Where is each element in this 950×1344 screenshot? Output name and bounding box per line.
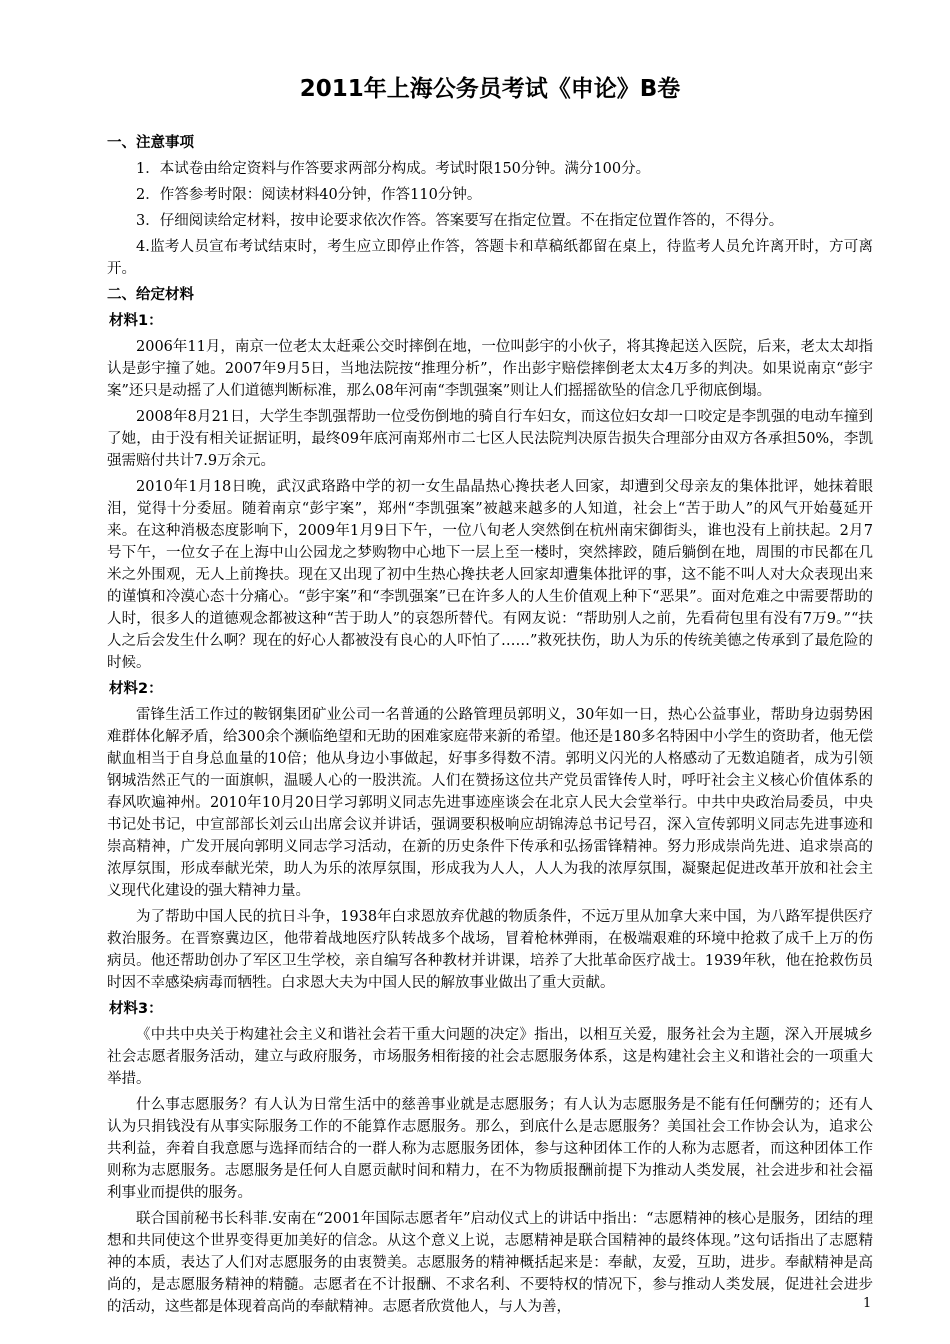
material-1-label: 材料1：	[109, 313, 163, 329]
material-3-paragraph: 《中共中央关于构建社会主义和谐社会若干重大问题的决定》指出，以相互关爱，服务社会为主题，深入开展城乡社会志愿者服务活动，建立与政府服务，市场服务相衔接的社会志愿服务体系，这是构建社会主义和谐社会的一项重大举措。	[107, 1027, 873, 1087]
notice-item-3: 3．仔细阅读给定材料，按申论要求依次作答。答案要写在指定位置。不在指定位置作答的，不得分。	[136, 213, 784, 229]
material-2-paragraph: 为了帮助中国人民的抗日斗争，1938年白求恩放弃优越的物质条件，不远万里从加拿大来中国，为八路军提供医疗救治服务。在晋察冀边区，他带着战地医疗队转战多个战场，冒着枪林弹雨，在极端艰难的环境中抢救了成千上万的伤病员。他还帮助创办了军区卫生学校，亲自编写各种教材并讲课，培养了大批革命医疗战士。1939年秋，他在抢救伤员时因不幸感染病毒而牺牲。白求恩大夫为中国人民的解放事业做出了重大贡献。	[107, 909, 873, 991]
notice-item-4: 4.监考人员宣布考试结束时，考生应立即停止作答，答题卡和草稿纸都留在桌上，待监考人员允许离开时，方可离开。	[107, 239, 873, 277]
page-number: 1	[863, 1296, 872, 1311]
notice-item-1: 1．本试卷由给定资料与作答要求两部分构成。考试时限150分钟。满分100分。	[136, 161, 651, 177]
material-3-paragraph: 什么事志愿服务？有人认为日常生活中的慈善事业就是志愿服务；有人认为志愿服务是不能有任何酬劳的；还有人认为只捐钱没有从事实际服务工作的不能算作志愿服务。那么，到底什么是志愿服务？美国社会工作协会认为，追求公共利益，奔着自我意愿与选择而结合的一群人称为志愿服务团体，参与这种团体工作的人称为志愿者，而这种团体工作则称为志愿服务。志愿服务是任何人自愿贡献时间和精力，在不为物质报酬前提下为推动人类发展，社会进步和社会福利事业而提供的服务。	[107, 1097, 873, 1201]
document-page	[107, 72, 873, 1322]
material-1-paragraph: 2010年1月18日晚，武汉武珞路中学的初一女生晶晶热心搀扶老人回家，却遭到父母亲友的集体批评，她抹着眼泪，觉得十分委屈。随着南京“彭宇案”，郑州“李凯强案”被越来越多的人知道，社会上“苦于助人”的风气开始蔓延开来。在这种消极态度影响下，2009年1月9日下午，一位八旬老人突然倒在杭州南宋御街头，谁也没有上前扶起。2月7号下午，一位女子在上海中山公园龙之梦购物中心地下一层上至一楼时，突然摔跤，随后躺倒在地，周围的市民都在几米之外围观，无人上前搀扶。现在又出现了初中生热心搀扶老人回家却遭集体批评的事，这不能不叫人对大众表现出来的谨慎和冷漠心态十分痛心。“彭宇案”和“李凯强案”已在许多人的人生价值观上种下“恶果”。面对危难之中需要帮助的人时，很多人的道德观念都被这种“苦于助人”的哀怨所替代。有网友说：“帮助别人之前，先看荷包里有没有7万9。”“扶人之后会发生什么啊？现在的好心人都被没有良心的人吓怕了……”救死扶伤，助人为乐的传统美德之传承到了最危险的时候。	[107, 479, 873, 671]
material-2-paragraph: 雷锋生活工作过的鞍钢集团矿业公司一名普通的公路管理员郭明义，30年如一日，热心公益事业，帮助身边弱势困难群体化解矛盾，给300余个濒临绝望和无助的困难家庭带来新的希望。他还是180多名特困中小学生的资助者，他无偿献血相当于自身总血量的10倍；他从身边小事做起，好事多得数不清。郭明义闪光的人格感动了无数追随者，成为引领钢城浩然正气的一面旗帜，温暖人心的一股洪流。人们在赞扬这位共产党员雷锋传人时，呼吁社会主义核心价值体系的春风吹遍神州。2010年10月20日学习郭明义同志先进事迹座谈会在北京人民大会堂举行。中共中央政治局委员，中央书记处书记，中宣部部长刘云山出席会议并讲话，强调要积极响应胡锦涛总书记号召，深入宣传郭明义同志先进事迹和崇高精神，广发开展向郭明义同志学习活动，在新的历史条件下传承和弘扬雷锋精神。努力形成崇尚先进、追求崇高的浓厚氛围，形成奉献光荣，助人为乐的浓厚氛围，形成我为人人，人人为我的浓厚氛围，凝聚起促进改革开放和社会主义现代化建设的强大精神力量。	[107, 707, 873, 899]
material-2-label: 材料2：	[109, 681, 163, 697]
material-1-paragraph: 2006年11月，南京一位老太太赶乘公交时摔倒在地，一位叫彭宇的小伙子，将其搀起送入医院，后来，老太太却指认是彭宇撞了她。2007年9月5日，当地法院按“推理分析”，作出彭宇赔偿摔倒老太太4万多的判决。如果说南京“彭宇案”还只是动摇了人们道德判断标准，那么08年河南“李凯强案”则让人们摇摇欲坠的信念几乎彻底倒塌。	[107, 339, 873, 399]
material-3-paragraph: 联合国前秘书长科菲.安南在“2001年国际志愿者年”启动仪式上的讲话中指出：“志愿精神的核心是服务，团结的理想和共同使这个世界变得更加美好的信念。从这个意义上说，志愿精神是联合国精神的最终体现。”这句话指出了志愿精神的本质，表达了人们对志愿服务的由衷赞美。志愿服务的精神概括起来是：奉献，友爱，互助，进步。奉献精神是高尚的，是志愿服务精神的精髓。志愿者在不计报酬、不求名利、不要特权的情况下，参与推动人类发展，促进社会进步的活动，这些都是体现着高尚的奉献精神。志愿者欣赏他人，与人为善，	[107, 1211, 873, 1315]
material-1-paragraph: 2008年8月21日，大学生李凯强帮助一位受伤倒地的骑自行车妇女，而这位妇女却一口咬定是李凯强的电动车撞到了她，由于没有相关证据证明，最终09年底河南郑州市二七区人民法院判决原告损失合理部分由双方各承担50%，李凯强需赔付共计7.9万余元。	[107, 409, 873, 469]
page-title: 2011年上海公务员考试《申论》B卷	[299, 76, 681, 102]
notice-item-2: 2．作答参考时限：阅读材料40分钟，作答110分钟。	[136, 187, 482, 203]
section-heading-notes: 一、注意事项	[107, 135, 194, 151]
section-heading-materials: 二、给定材料	[107, 287, 194, 303]
material-3-label: 材料3：	[109, 1001, 163, 1017]
